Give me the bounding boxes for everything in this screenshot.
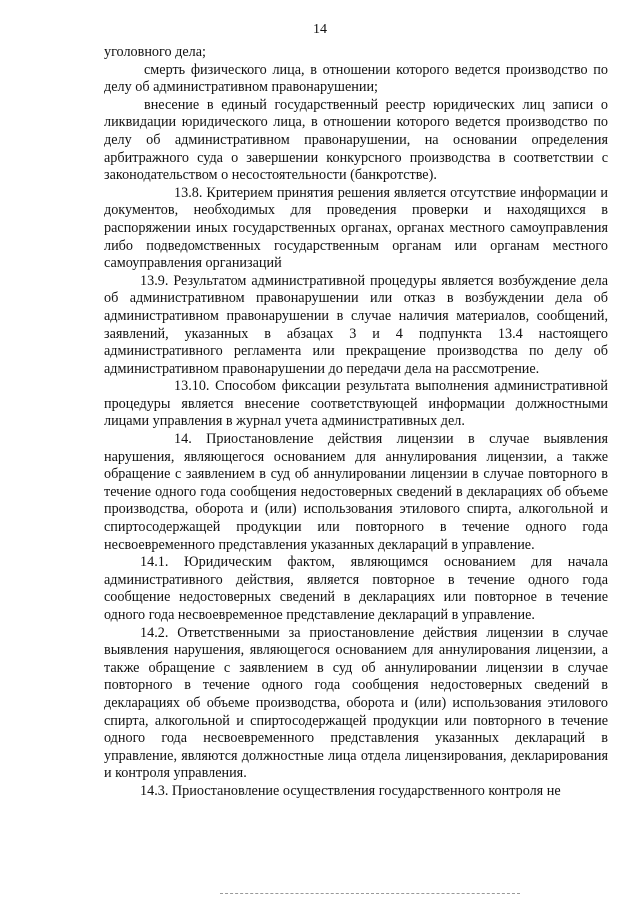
paragraph-14-1: 14.1. Юридическим фактом, являющимся основанием для начала административного действия, является повторное в течение одного года сообщение недостоверных сведений в декларациях или повторное в течение одного года несвоевременное представление деклараций в управление. xyxy=(104,554,608,623)
page-number: 14 xyxy=(313,22,327,37)
paragraph-14-3: 14.3. Приостановление осуществления государственного контроля не xyxy=(140,782,561,799)
document-body xyxy=(104,44,608,801)
paragraph-criminal-case-end: уголовного дела; xyxy=(104,44,206,60)
paragraph-death-of-person: смерть физического лица, в отношении которого ведется производство по делу об административном правонарушении; xyxy=(104,61,608,96)
paragraph-14: 14. Приостановление действия лицензии в случае выявления нарушения, являющегося основанием для аннулирования лицензии, а также обращение с заявлением в суд об аннулировании лицензии в случае повторного в течение одного года сообщения недостоверных сведений в декларациях об объеме производства, оборота и (или) использования этилового спирта, алкогольной и спиртосодержащей продукции или повторного в течение одного года несвоевременного представления указанных деклараций в управление. xyxy=(104,431,608,553)
paragraph-liquidation-record: внесение в единый государственный реестр юридических лиц записи о ликвидации юридического лица, в отношении которого ведется производство по делу об административном правонарушении, на основании определения арбитражного суда о завершении конкурсного производства в соответствии с законодательством о несостоятельности (банкротстве). xyxy=(104,96,608,184)
paragraph-14-2: 14.2. Ответственными за приостановление действия лицензии в случае выявления нарушения, являющегося основанием для аннулирования лицензии, а также обращение с заявлением в суд об аннулировании лицензии в случае повторного в течение одного года сообщения недостоверных сведений в декларациях об объеме производства, оборота и (или) использования этилового спирта, алкогольной и спиртосодержащей продукции или повторного в течение одного года несвоевременного представления указанных деклараций в управление, являются должностные лица отдела лицензирования, декларирования и контроля управления. xyxy=(104,624,608,782)
footer-divider xyxy=(220,893,520,896)
paragraph-13-8: 13.8. Критерием принятия решения является отсутствие информации и документов, необходимых для проведения проверки и находящихся в распоряжении иных государственных органах, органах местного самоуправления либо подведомственных государственным органам или органам местного самоуправления организаций xyxy=(104,184,608,272)
paragraph-13-10: 13.10. Способом фиксации результата выполнения административной процедуры является внесение соответствующей информации должностными лицами управления в журнал учета административных дел. xyxy=(104,378,608,430)
paragraph-13-9: 13.9. Результатом административной процедуры является возбуждение дела об административном правонарушении или отказ в возбуждении дела об административном правонарушении в случае наличия материалов, сообщений, заявлений, указанных в абзацах 3 и 4 подпункта 13.4 настоящего административного регламента или прекращение производства по делу об административном правонарушении до передачи дела на рассмотрение. xyxy=(104,272,608,377)
